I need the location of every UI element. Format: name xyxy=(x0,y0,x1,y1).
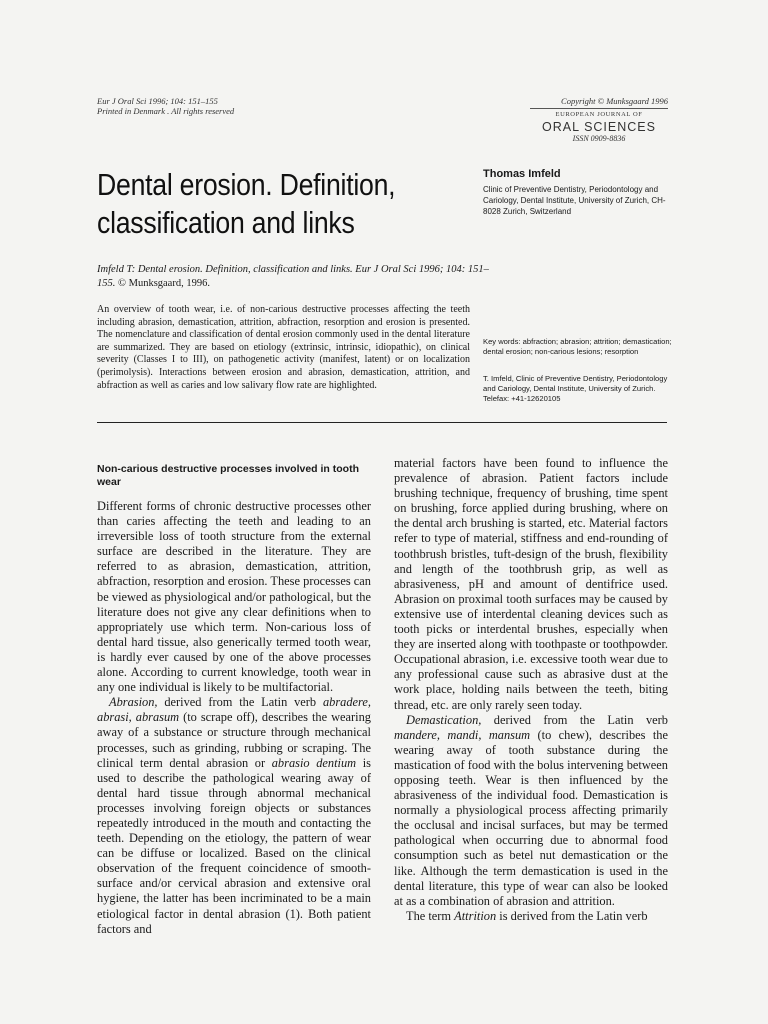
citation-publisher: © Munksgaard, 1996. xyxy=(115,278,210,289)
paragraph-1: Different forms of chronic destructive processes other than caries affecting the teeth and leading to an irreversible loss of tooth structure from the external surface are described in the literature. They are referred to as abrasion, demastication, attrition, abfraction, resorption and erosion. These processes can be viewed as physiological and/or pathological, but the literature does not give any clear definitions when to appropriately use which term. Non-carious loss of dental hard tissue, also generically termed tooth wear, is hardly ever caused by one of the above processes alone. According to current knowledge, tooth wear in any one individual is likely to be multifactorial. xyxy=(97,499,371,695)
text-run: is derived from the Latin verb xyxy=(496,908,648,923)
paragraph-demastication xyxy=(394,713,668,909)
text-run: (to scrape off), describes the wearing away of a substance or structure through mechanical processes, such as grinding, rubbing or scraping. The clinical term dental abrasion or xyxy=(97,710,371,770)
latin-term: abrasio dentium xyxy=(271,755,357,770)
text-run: is used to describe the pathological wearing away of dental hard tissue through abnormal mechanical processes involving foreign objects or substances repeatedly introduced in the mouth and contacting the teeth. Depending on the etiology, the pattern of wear can be diffuse or localized. Based on the clinical observation of the frequent coincidence of smooth-surface and/or cervical abrasion and extensive oral hygiene, the latter has been incriminated to be a main etiological factor in dental abrasion (1). Both patient factors and xyxy=(97,755,371,936)
paragraph-attrition xyxy=(394,909,668,924)
correspondence-address: T. Imfeld, Clinic of Preventive Dentistry, Periodontology and Cariology, Dental Institute, University of Zurich. Telefax: +41-12620105 xyxy=(483,374,668,403)
copyright-line: Copyright © Munksgaard 1996 xyxy=(561,96,668,106)
article-citation xyxy=(97,263,497,291)
citation-italic: Imfeld T: Dental erosion. Definition, classification and links. Eur J Oral Sci 1996; 104: 151–155. xyxy=(97,264,489,289)
text-run: The term xyxy=(406,908,455,923)
journal-name: ORAL SCIENCES xyxy=(542,120,656,134)
journal-name-small: EUROPEAN JOURNAL OF xyxy=(530,108,668,120)
running-header-left xyxy=(97,96,317,116)
journal-citation-line: Eur J Oral Sci 1996; 104: 151–155 xyxy=(97,96,218,106)
author-affiliation: Clinic of Preventive Dentistry, Periodontology and Cariology, Dental Institute, University of Zurich, CH-8028 Zurich, Switzerland xyxy=(483,185,666,216)
body-column-right xyxy=(394,456,668,924)
author-name: Thomas Imfeld xyxy=(483,168,561,180)
latin-term: mandere, mandi, mansum xyxy=(394,727,531,742)
term-abrasion: Abrasion, xyxy=(109,695,158,710)
keywords: Key words: abfraction; abrasion; attrition; demastication; dental erosion; non-carious lesions; resorption xyxy=(483,337,672,356)
paragraph-abrasion xyxy=(97,695,371,937)
latin-term: abradere, abrasi, abrasum xyxy=(97,695,371,725)
text-run: derived from the Latin verb xyxy=(157,695,323,710)
text-run: (to chew), describes the wearing away of tooth substance during the mastication of food with the bolus intervening between opposing teeth. Wear is then influenced by the abrasiveness of the individual food. Demastication is normally a physiological process affecting primarily the occlusal and incisal surfaces, but may be termed pathological when occurring due to abnormal food consumption such as betel nut demastication or the like. Although the term demastication is used in the dental literature, this type of wear can also be looked at as a combination of abrasion and attrition. xyxy=(394,727,668,908)
abstract: An overview of tooth wear, i.e. of non-carious destructive processes affecting the teeth including abrasion, demastication, attrition, abfraction, resorption and erosion is presented. The nomenclature and classification of dental erosion commonly used in the dental literature are summarized. They are based on etiology (extrinsic, intrinsic, idiopathic), on clinical severity (Classes I to III), on pathogenetic activity (manifest, latent) or on localization (perimolysis). Interactions between erosion and abrasion, demastication, attrition, and abfraction as well as caries and low salivary flow rate are highlighted. xyxy=(97,304,470,391)
body-column-left xyxy=(97,463,371,937)
running-header-right xyxy=(530,96,668,144)
divider-rule xyxy=(97,422,667,423)
rights-line: Printed in Denmark . All rights reserved xyxy=(97,106,235,116)
section-heading: Non-carious destructive processes involved in tooth wear xyxy=(97,463,359,488)
text-run: derived from the Latin verb xyxy=(481,712,668,727)
issn: ISSN 0909-8836 xyxy=(572,134,626,143)
term-attrition: Attrition xyxy=(454,908,497,923)
article-title: Dental erosion. Definition, classification and links xyxy=(97,167,396,240)
term-demastication: Demastication, xyxy=(406,712,482,727)
paragraph-abrasion-cont: material factors have been found to influence the prevalence of abrasion. Patient factors include brushing technique, frequency of brushing, time spent on brushing, force applied during brushing, where on the dental arch brushing is started, etc. Material factors refer to type of material, stiffness and end-rounding of toothbrush bristles, tuft-design of the brush, flexibility and length of the toothbrush grip, as well as abrasiveness, pH and amount of dentifrice used. Abrasion on proximal tooth surfaces may be caused by extensive use of interdental cleaning devices such as tooth picks or interdental brushes, especially when they are inserted along with toothpaste or toothpowder. Occupational abrasion, i.e. excessive tooth wear due to any professional cause such as abrasive dust at the work place, holding nails between the teeth, biting thread, etc. are only rarely seen today. xyxy=(394,456,668,712)
